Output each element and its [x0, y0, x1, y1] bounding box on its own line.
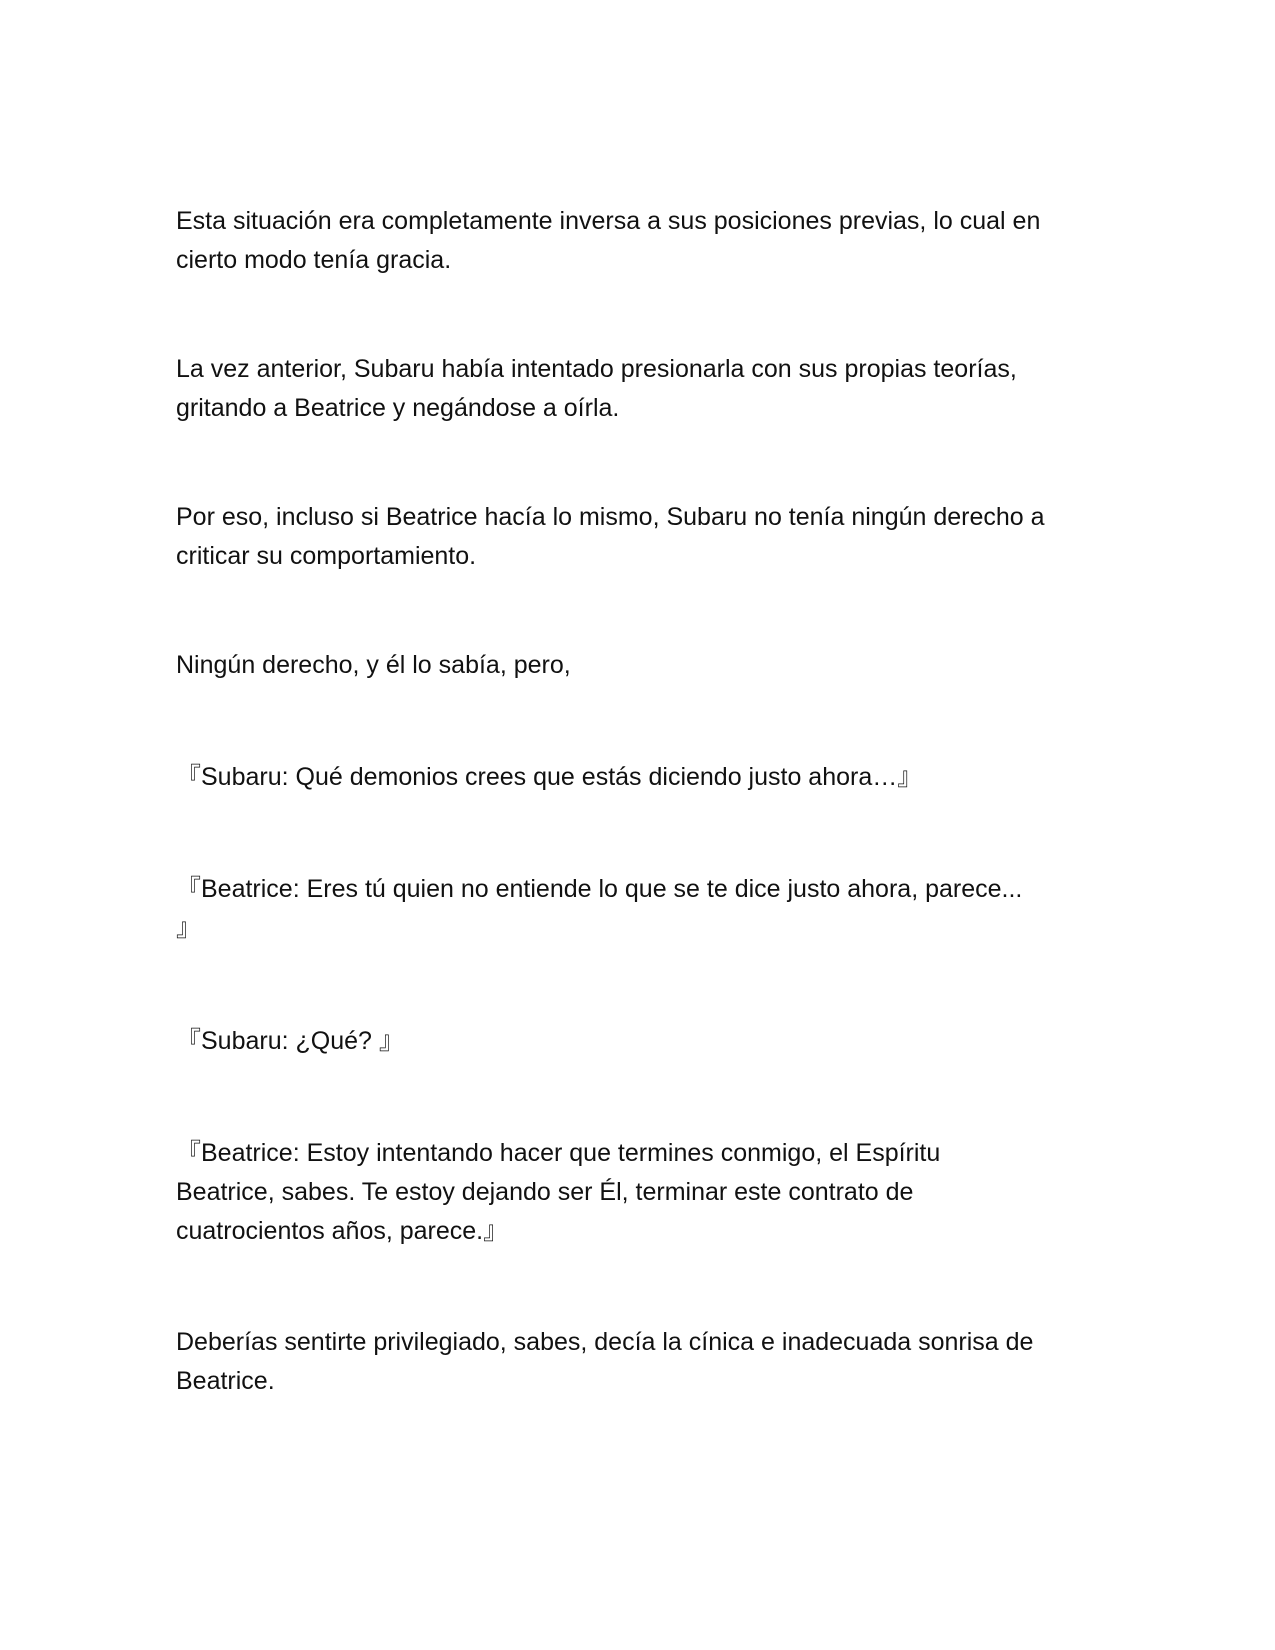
dialogue-line: 『Subaru: ¿Qué? 』 — [176, 1027, 404, 1055]
paragraph: Deberías sentirte privilegiado, sabes, decía la cínica e inadecuada sonrisa de Beatrice. — [176, 1328, 1034, 1395]
paragraph: Ningún derecho, y él lo sabía, pero, — [176, 651, 571, 679]
dialogue-line: 『Subaru: Qué demonios crees que estás diciendo justo ahora…』 — [176, 763, 923, 791]
paragraph: Esta situación era completamente inversa a sus posiciones previas, lo cual en cierto modo tenía gracia. — [176, 207, 1041, 274]
dialogue-line: 『Beatrice: Eres tú quien no entiende lo que se te dice justo ahora, parece... 』 — [176, 875, 1023, 942]
dialogue-line: 『Beatrice: Estoy intentando hacer que termines conmigo, el Espíritu Beatrice, sabes. Te estoy dejando ser Él, terminar este contrato de cuatrocientos años, parece.』 — [176, 1139, 941, 1245]
paragraph: La vez anterior, Subaru había intentado presionarla con sus propias teorías, gritando a Beatrice y negándose a oírla. — [176, 355, 1017, 422]
paragraph: Por eso, incluso si Beatrice hacía lo mismo, Subaru no tenía ningún derecho a criticar su comportamiento. — [176, 503, 1045, 570]
